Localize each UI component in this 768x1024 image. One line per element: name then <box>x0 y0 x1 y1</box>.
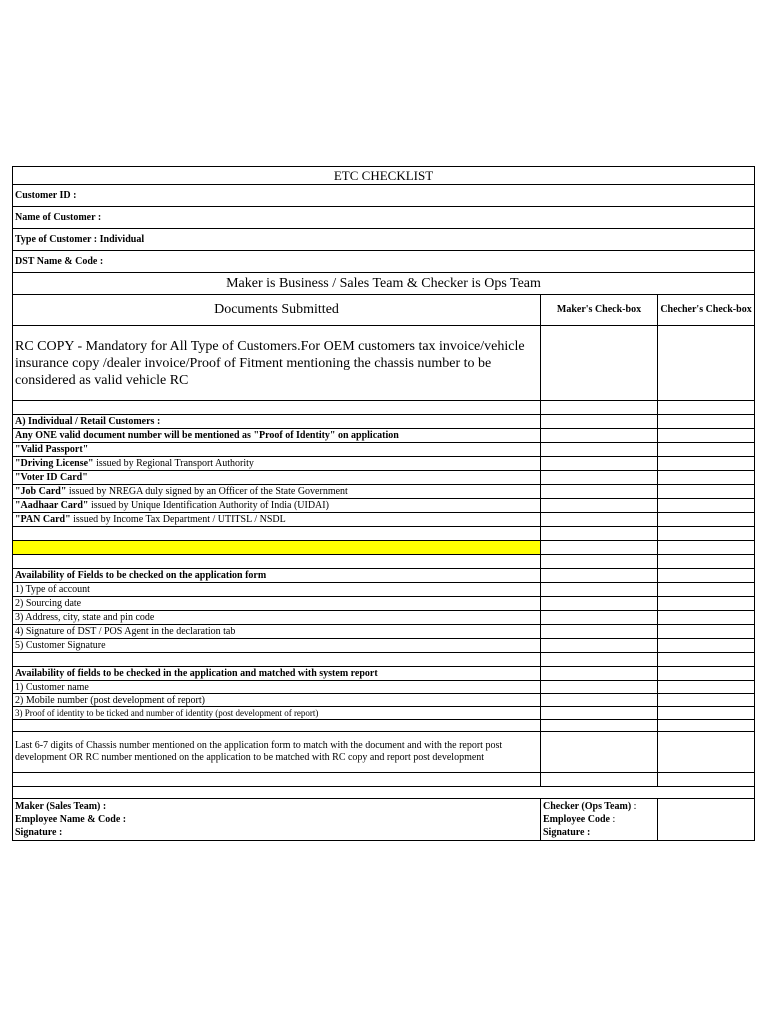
checker-team-label <box>543 800 655 813</box>
section-a-title: A) Individual / Retail Customers : <box>13 415 541 429</box>
maker-checkbox-cell[interactable] <box>541 401 658 415</box>
checker-checkbox-cell[interactable] <box>658 597 755 611</box>
checker-checkbox-cell[interactable] <box>658 732 755 773</box>
doc-name: "Voter ID Card" <box>15 472 88 483</box>
field-check-item: 2) Sourcing date <box>13 597 541 611</box>
checker-checkbox-cell[interactable] <box>658 611 755 625</box>
highlighted-blank-row <box>13 541 541 555</box>
maker-team-label: Maker (Sales Team) : <box>15 801 107 812</box>
checker-checkbox-cell[interactable] <box>658 443 755 457</box>
dst-name-code-field[interactable]: DST Name & Code : <box>13 251 755 273</box>
doc-issuer: issued by Income Tax Department / UTITSL / NSDL <box>70 514 286 525</box>
system-check-item: 1) Customer name <box>13 681 541 694</box>
id-document-passport <box>13 443 541 457</box>
doc-name: "Job Card" <box>15 486 67 497</box>
maker-checkbox-cell[interactable] <box>541 611 658 625</box>
doc-issuer: issued by Unique Identification Authority of India (UIDAI) <box>88 500 329 511</box>
maker-checkbox-cell[interactable] <box>541 555 658 569</box>
maker-checkbox-cell[interactable] <box>541 513 658 527</box>
checklist-title: ETC CHECKLIST <box>13 167 755 185</box>
id-document-pan <box>13 513 541 527</box>
maker-checkbox-cell[interactable] <box>541 667 658 681</box>
checker-checkbox-cell[interactable] <box>658 583 755 597</box>
checker-employee-colon: : <box>609 814 616 825</box>
maker-checkbox-heading: Maker's Check-box <box>541 295 658 326</box>
checker-checkbox-cell[interactable] <box>658 326 755 401</box>
maker-checkbox-cell[interactable] <box>541 415 658 429</box>
blank-row <box>13 720 541 732</box>
checker-checkbox-cell[interactable] <box>658 773 755 787</box>
blank-row <box>13 555 541 569</box>
checker-signature-label: Signature : <box>543 827 591 838</box>
maker-checkbox-cell[interactable] <box>541 326 658 401</box>
doc-name: "Valid Passport" <box>15 444 89 455</box>
blank-row <box>13 787 755 799</box>
checker-checkbox-cell[interactable] <box>658 513 755 527</box>
system-check-item: 2) Mobile number (post development of report) <box>13 694 541 707</box>
checker-checkbox-cell[interactable] <box>658 429 755 443</box>
checker-checkbox-cell[interactable] <box>658 527 755 541</box>
maker-checkbox-cell[interactable] <box>541 457 658 471</box>
id-document-voter-id <box>13 471 541 485</box>
checker-checkbox-cell[interactable] <box>658 471 755 485</box>
checker-checkbox-cell[interactable] <box>658 667 755 681</box>
blank-row <box>13 773 541 787</box>
maker-checkbox-cell[interactable] <box>541 707 658 720</box>
maker-checkbox-cell[interactable] <box>541 653 658 667</box>
roles-banner: Maker is Business / Sales Team & Checker is Ops Team <box>13 273 755 295</box>
checker-checkbox-cell[interactable] <box>658 639 755 653</box>
maker-checkbox-cell[interactable] <box>541 773 658 787</box>
maker-checkbox-cell[interactable] <box>541 720 658 732</box>
maker-checkbox-cell[interactable] <box>541 485 658 499</box>
documents-submitted-heading: Documents Submitted <box>13 295 541 326</box>
section-system-title: Availability of fields to be checked in the application and matched with system report <box>13 667 541 681</box>
checker-checkbox-cell[interactable] <box>658 457 755 471</box>
doc-name: "Driving License" <box>15 458 94 469</box>
maker-checkbox-cell[interactable] <box>541 569 658 583</box>
maker-employee-label: Employee Name & Code : <box>15 814 127 825</box>
maker-checkbox-cell[interactable] <box>541 541 658 555</box>
customer-type-field[interactable]: Type of Customer : Individual <box>13 229 755 251</box>
field-check-item: 3) Address, city, state and pin code <box>13 611 541 625</box>
checker-signoff[interactable] <box>541 799 658 841</box>
checker-checkbox-cell[interactable] <box>658 541 755 555</box>
checker-team-text: Checker (Ops Team) <box>543 801 632 812</box>
doc-issuer: issued by Regional Transport Authority <box>93 458 254 469</box>
checker-checkbox-cell[interactable] <box>658 555 755 569</box>
id-document-driving-license <box>13 457 541 471</box>
chassis-number-check: Last 6-7 digits of Chassis number mentioned on the application form to match with the document and with the report post development OR RC number mentioned on the application to be matched with RC copy and report post development <box>13 732 541 773</box>
checker-checkbox-cell[interactable] <box>658 625 755 639</box>
checker-checkbox-cell[interactable] <box>658 415 755 429</box>
maker-checkbox-cell[interactable] <box>541 471 658 485</box>
doc-issuer: issued by NREGA duly signed by an Officer of the State Government <box>66 486 348 497</box>
checklist-table <box>12 166 755 841</box>
checker-employee-text: Employee Code <box>543 814 610 825</box>
checker-checkbox-cell[interactable] <box>658 485 755 499</box>
field-check-item: 1) Type of account <box>13 583 541 597</box>
maker-checkbox-cell[interactable] <box>541 681 658 694</box>
system-check-item: 3) Proof of identity to be ticked and number of identity (post development of report) <box>13 707 541 720</box>
maker-checkbox-cell[interactable] <box>541 527 658 541</box>
maker-signature-label: Signature : <box>15 827 63 838</box>
checker-checkbox-cell[interactable] <box>658 681 755 694</box>
maker-checkbox-cell[interactable] <box>541 625 658 639</box>
doc-name: "PAN Card" <box>15 514 71 525</box>
checker-checkbox-cell[interactable] <box>658 720 755 732</box>
id-document-aadhaar <box>13 499 541 513</box>
maker-checkbox-cell[interactable] <box>541 732 658 773</box>
checker-checkbox-cell[interactable] <box>658 401 755 415</box>
etc-checklist-sheet <box>12 166 754 841</box>
maker-checkbox-cell[interactable] <box>541 639 658 653</box>
maker-checkbox-cell[interactable] <box>541 694 658 707</box>
section-fields-title: Availability of Fields to be checked on the application form <box>13 569 541 583</box>
maker-checkbox-cell[interactable] <box>541 443 658 457</box>
maker-checkbox-cell[interactable] <box>541 429 658 443</box>
checker-checkbox-cell[interactable] <box>658 499 755 513</box>
checker-employee-label <box>543 813 655 826</box>
checker-checkbox-cell[interactable] <box>658 653 755 667</box>
maker-signoff[interactable] <box>13 799 541 841</box>
field-check-item: 4) Signature of DST / POS Agent in the declaration tab <box>13 625 541 639</box>
checker-checkbox-cell[interactable] <box>658 569 755 583</box>
checker-checkbox-cell[interactable] <box>658 694 755 707</box>
maker-checkbox-cell[interactable] <box>541 597 658 611</box>
customer-id-field[interactable]: Customer ID : <box>13 185 755 207</box>
blank-row <box>13 653 541 667</box>
checker-team-colon: : <box>631 801 637 812</box>
blank-row <box>13 401 541 415</box>
checker-checkbox-cell[interactable] <box>658 707 755 720</box>
field-check-item: 5) Customer Signature <box>13 639 541 653</box>
checker-signature-box[interactable] <box>658 799 755 841</box>
maker-checkbox-cell[interactable] <box>541 583 658 597</box>
maker-checkbox-cell[interactable] <box>541 499 658 513</box>
id-document-job-card <box>13 485 541 499</box>
doc-name: "Aadhaar Card" <box>15 500 89 511</box>
section-a-note: Any ONE valid document number will be mentioned as "Proof of Identity" on application <box>13 429 541 443</box>
checker-checkbox-heading: Checher's Check-box <box>658 295 755 326</box>
customer-name-field[interactable]: Name of Customer : <box>13 207 755 229</box>
rc-copy-requirement: RC COPY - Mandatory for All Type of Customers.For OEM customers tax invoice/vehicle insurance copy /dealer invoice/Proof of Fitment mentioning the chassis number to be considered as valid vehicle RC <box>13 326 541 401</box>
blank-row <box>13 527 541 541</box>
